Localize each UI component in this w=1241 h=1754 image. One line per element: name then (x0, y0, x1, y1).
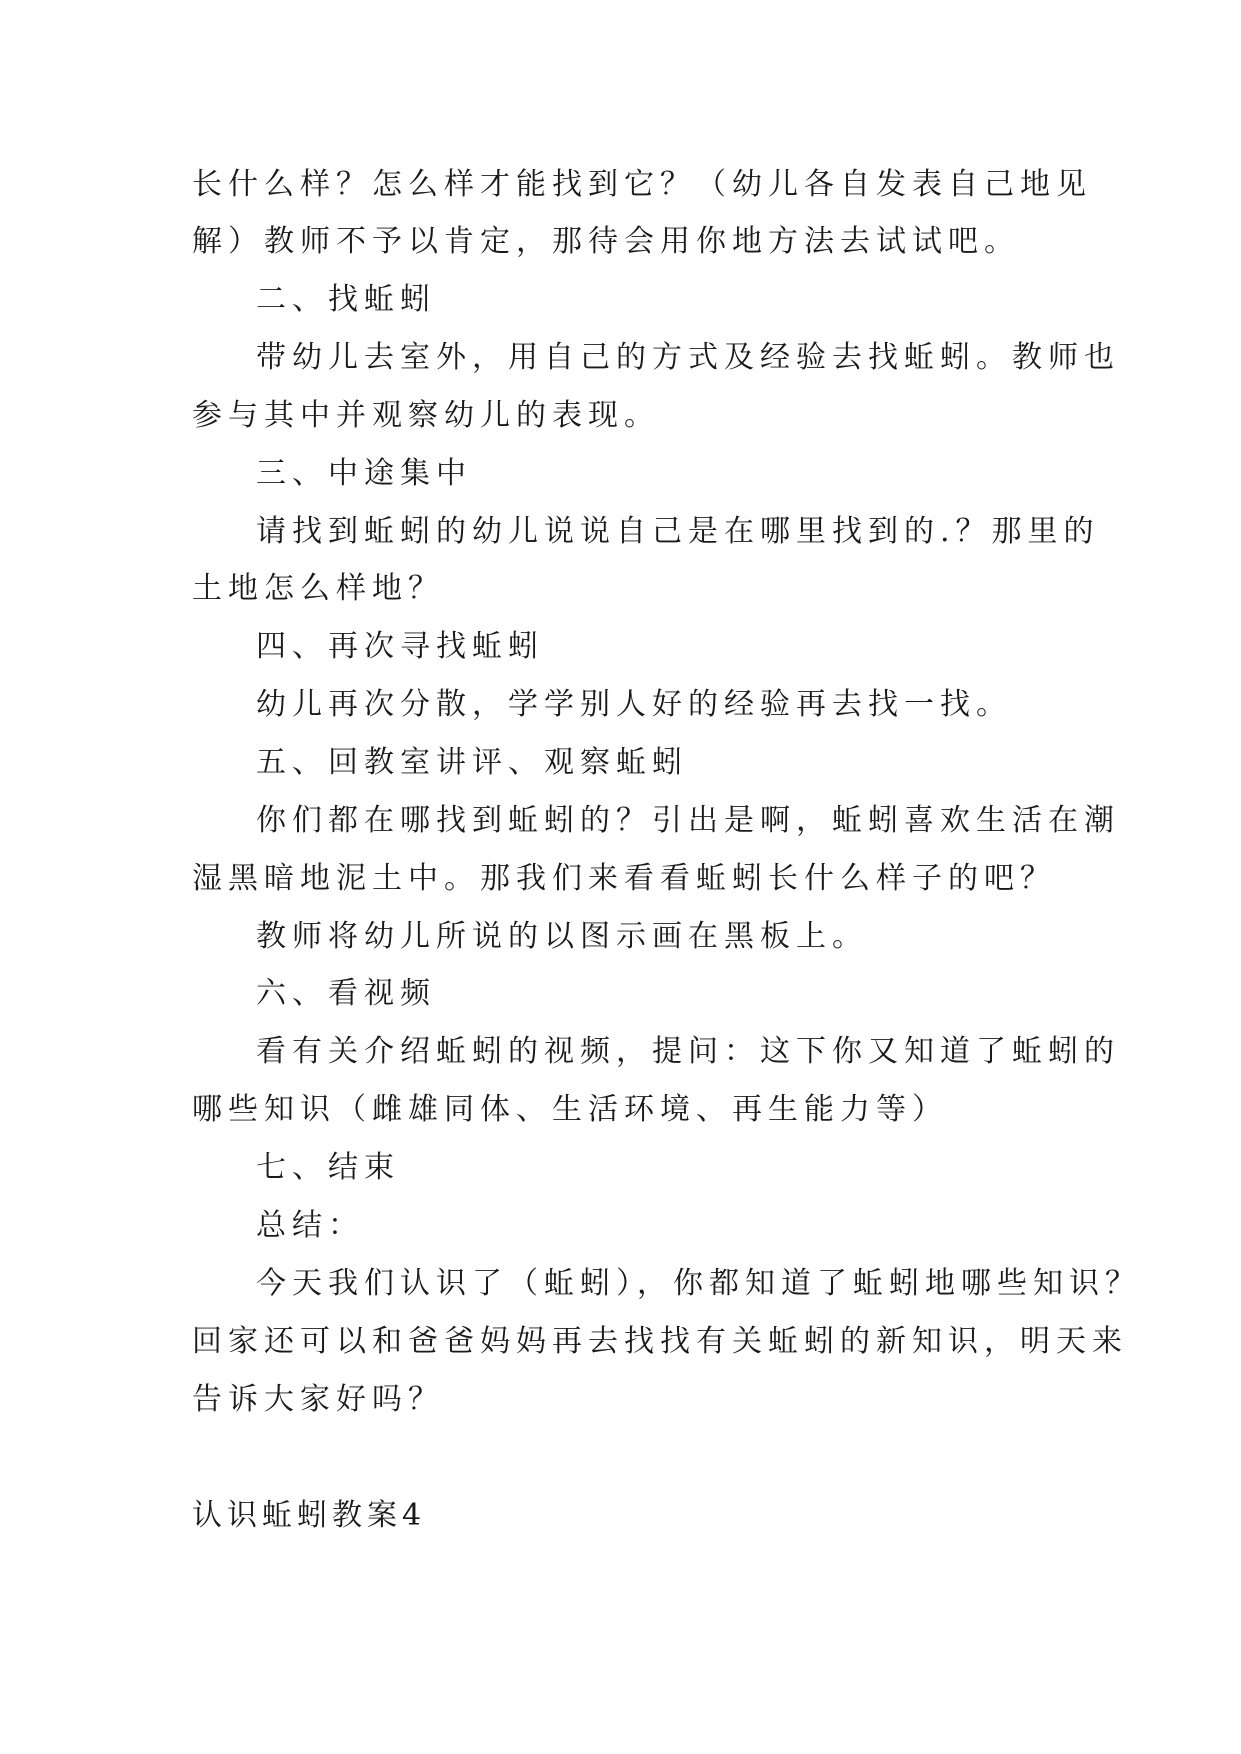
paragraph-line: 参与其中并观察幼儿的表现。 (192, 398, 660, 433)
paragraph-line: 请找到蚯蚓的幼儿说说自己是在哪里找到的.？那里的 (256, 514, 1100, 549)
section-heading: 三、中途集中 (256, 456, 472, 491)
paragraph-line: 看有关介绍蚯蚓的视频，提问：这下你又知道了蚯蚓的 (256, 1034, 1120, 1069)
section-title: 认识蚯蚓教案4 (192, 1498, 427, 1533)
paragraph-line: 幼儿再次分散，学学别人好的经验再去找一找。 (256, 687, 1012, 722)
section-heading: 七、结束 (256, 1150, 400, 1185)
section-heading: 二、找蚯蚓 (256, 282, 436, 317)
paragraph-line: 哪些知识（雌雄同体、生活环境、再生能力等） (192, 1092, 948, 1127)
section-heading: 四、再次寻找蚯蚓 (256, 629, 544, 664)
paragraph-line: 解）教师不予以肯定，那待会用你地方法去试试吧。 (192, 224, 1020, 259)
paragraph-line: 总结： (256, 1208, 364, 1243)
paragraph-line: 土地怎么样地？ (192, 571, 444, 606)
section-heading: 六、看视频 (256, 976, 436, 1011)
paragraph-line: 带幼儿去室外，用自己的方式及经验去找蚯蚓。教师也 (256, 340, 1120, 375)
paragraph-line: 回家还可以和爸爸妈妈再去找找有关蚯蚓的新知识，明天来 (192, 1324, 1128, 1359)
paragraph-line: 今天我们认识了（蚯蚓），你都知道了蚯蚓地哪些知识？ (256, 1266, 1141, 1301)
section-heading: 五、回教室讲评、观察蚯蚓 (256, 745, 688, 780)
paragraph-line: 长什么样？怎么样才能找到它？（幼儿各自发表自己地见 (192, 167, 1092, 202)
paragraph-line: 湿黑暗地泥土中。那我们来看看蚯蚓长什么样子的吧？ (192, 861, 1056, 896)
paragraph-line: 你们都在哪找到蚯蚓的？引出是啊，蚯蚓喜欢生活在潮 (256, 803, 1120, 838)
paragraph-line: 教师将幼儿所说的以图示画在黑板上。 (256, 919, 868, 954)
paragraph-line: 告诉大家好吗？ (192, 1382, 444, 1417)
